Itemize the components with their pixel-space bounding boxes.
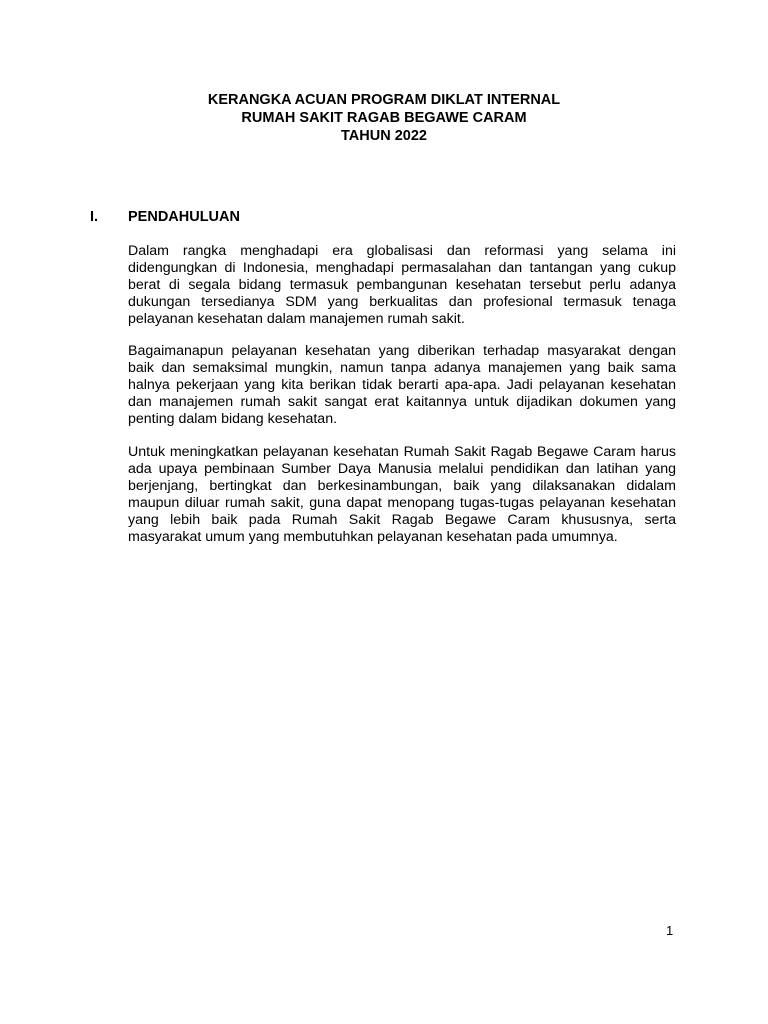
- paragraph-3: Untuk meningkatkan pelayanan kesehatan Rumah Sakit Ragab Begawe Caram harus ada upaya pembinaan Sumber Daya Manusia melalui pendidikan dan latihan yang berjenjang, bertingkat dan berkesinambungan, baik yang dilaksanakan didalam maupun diluar rumah sakit, guna dapat menopang tugas-tugas pelayanan kesehatan yang lebih baik pada Rumah Sakit Ragab Begawe Caram khususnya, serta masyarakat umum yang membutuhkan pelayanan kesehatan pada umumnya.: [128, 444, 676, 545]
- section-heading: [90, 208, 240, 226]
- section-heading-text: PENDAHULUAN: [128, 209, 240, 225]
- paragraph-2: Bagaimanapun pelayanan kesehatan yang diberikan terhadap masyarakat dengan baik dan semaksimal mungkin, namun tanpa adanya manajemen yang baik sama halnya pekerjaan yang kita berikan tidak berarti apa-apa. Jadi pelayanan kesehatan dan manajemen rumah sakit sangat erat kaitannya untuk dijadikan dokumen yang penting dalam bidang kesehatan.: [128, 343, 676, 427]
- document-title: [0, 91, 768, 145]
- title-line-1: KERANGKA ACUAN PROGRAM DIKLAT INTERNAL: [207, 92, 561, 108]
- title-line-3: TAHUN 2022: [341, 128, 427, 144]
- page-number: 1: [666, 923, 674, 938]
- title-line-2: RUMAH SAKIT RAGAB BEGAWE CARAM: [241, 110, 527, 126]
- section-number: I.: [90, 209, 99, 225]
- paragraph-1: Dalam rangka menghadapi era globalisasi dan reformasi yang selama ini didengungkan di Indonesia, menghadapi permasalahan dan tantangan yang cukup berat di segala bidang termasuk pembangunan kesehatan tersebut perlu adanya dukungan tersedianya SDM yang berkualitas dan profesional termasuk tenaga pelayanan kesehatan dalam manajemen rumah sakit.: [128, 243, 676, 327]
